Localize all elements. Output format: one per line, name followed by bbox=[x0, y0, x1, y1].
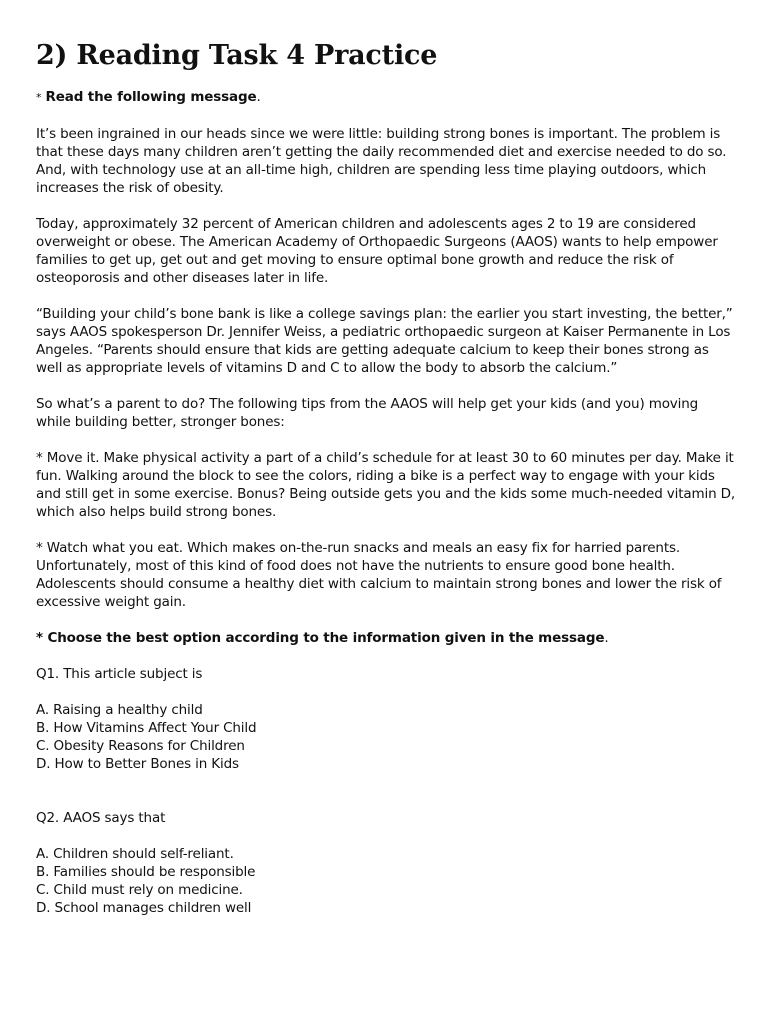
question-instruction-text: * Choose the best option according to the information given in the message bbox=[36, 630, 605, 646]
page-title: 2) Reading Task 4 Practice bbox=[36, 40, 438, 71]
question-instruction bbox=[36, 629, 736, 647]
question-1-options bbox=[36, 701, 736, 773]
answer-option: D. How to Better Bones in Kids bbox=[36, 756, 239, 772]
passage-paragraph: It’s been ingrained in our heads since we were little: building strong bones is important. The problem is that these days many children aren’t getting the daily recommended diet and exercise needed to do so. And, with technology use at an all-time high, children are spending less time playing outdoors, which increases the risk of obesity. bbox=[36, 126, 727, 196]
question-instruction-period: . bbox=[604, 630, 609, 646]
question-1 bbox=[36, 665, 736, 773]
passage-paragraph: So what’s a parent to do? The following tips from the AAOS will help get your kids (and you) moving while building better, stronger bones: bbox=[36, 396, 699, 430]
answer-option: A. Raising a healthy child bbox=[36, 702, 203, 718]
question-2 bbox=[36, 809, 736, 917]
instruction-text: Read the following message bbox=[45, 89, 257, 105]
document-page bbox=[36, 0, 736, 917]
question-1-prompt: Q1. This article subject is bbox=[36, 666, 203, 682]
passage-paragraph: * Move it. Make physical activity a part of a child’s schedule for at least 30 to 60 minutes per day. Make it fun. Walking around the block to see the colors, riding a bike is a perfect way to engage with your kids and still get in some exercise. Bonus? Being outside gets you and the kids some much-needed vitamin D, which also helps build strong bones. bbox=[36, 450, 736, 520]
answer-option: B. How Vitamins Affect Your Child bbox=[36, 720, 257, 736]
question-2-options bbox=[36, 845, 736, 917]
reading-passage bbox=[36, 125, 736, 611]
passage-paragraph: * Watch what you eat. Which makes on-the-run snacks and meals an easy fix for harried parents. Unfortunately, most of this kind of food does not have the nutrients to ensure good bone health. Adolescents should consume a healthy diet with calcium to maintain strong bones and lower the risk of excessive weight gain. bbox=[36, 540, 722, 610]
instruction-bullet: * bbox=[36, 91, 42, 104]
answer-option: A. Children should self-reliant. bbox=[36, 846, 234, 862]
question-2-prompt: Q2. AAOS says that bbox=[36, 810, 166, 826]
reading-instruction bbox=[36, 88, 736, 107]
answer-option: C. Obesity Reasons for Children bbox=[36, 738, 245, 754]
passage-paragraph: Today, approximately 32 percent of American children and adolescents ages 2 to 19 are considered overweight or obese. The American Academy of Orthopaedic Surgeons (AAOS) wants to help empower families to get up, get out and get moving to ensure optimal bone growth and reduce the risk of osteoporosis and other diseases later in life. bbox=[36, 216, 718, 286]
answer-option: D. School manages children well bbox=[36, 900, 252, 916]
answer-option: B. Families should be responsible bbox=[36, 864, 256, 880]
passage-paragraph: “Building your child’s bone bank is like a college savings plan: the earlier you start investing, the better,” says AAOS spokesperson Dr. Jennifer Weiss, a pediatric orthopaedic surgeon at Kaiser Permanente in Los Angeles. “Parents should ensure that kids are getting adequate calcium to keep their bones strong as well as appropriate levels of vitamins D and C to allow the body to absorb the calcium.” bbox=[36, 306, 733, 376]
instruction-period: . bbox=[256, 89, 261, 105]
answer-option: C. Child must rely on medicine. bbox=[36, 882, 243, 898]
